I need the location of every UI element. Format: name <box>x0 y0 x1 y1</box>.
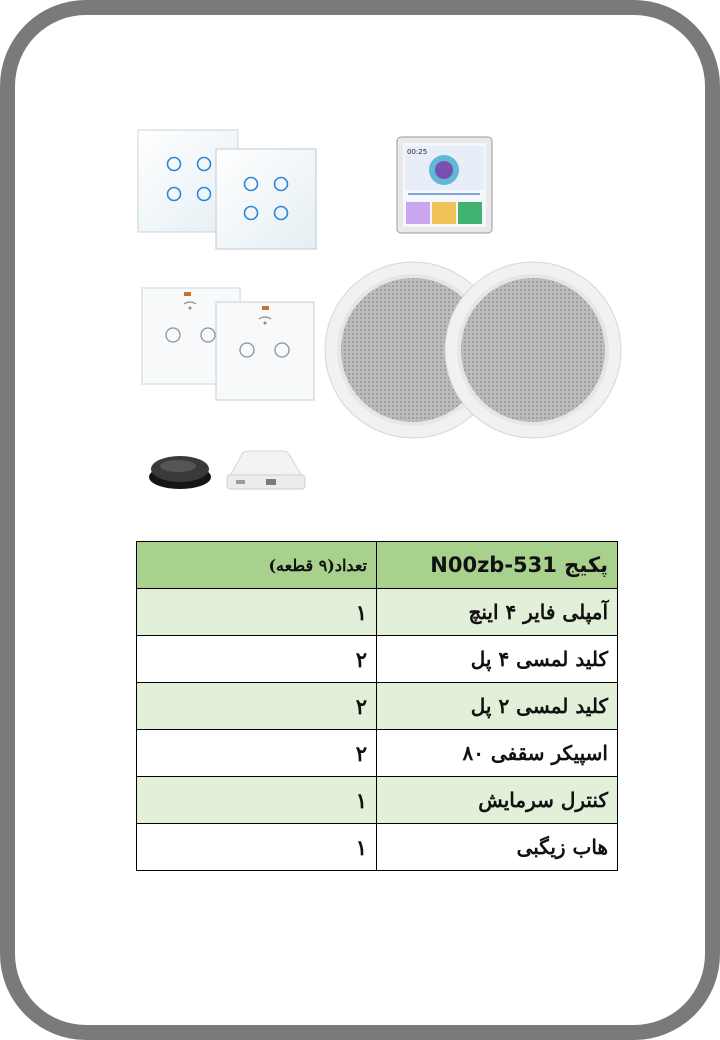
item-qty-cell: ۲ <box>137 683 377 730</box>
table-row <box>137 824 618 871</box>
package-name-cell: پکیج N00zb-531 <box>377 542 618 589</box>
item-name-cell: اسپیکر سقفی ۸۰ <box>377 730 618 777</box>
item-name-cell: آمپلی فایر ۴ اینچ <box>377 589 618 636</box>
item-name-cell: کنترل سرمایش <box>377 777 618 824</box>
table-header-row <box>137 542 618 589</box>
item-name-cell: کلید لمسی ۴ پل <box>377 636 618 683</box>
zigbee-hub-icon <box>222 446 308 496</box>
item-qty-cell: ۲ <box>137 730 377 777</box>
package-table <box>136 541 618 871</box>
quantity-header-cell: تعداد(۹ قطعه) <box>137 542 377 589</box>
ceiling-speaker-icon <box>323 260 623 444</box>
switch-4-pole-icon <box>135 127 320 252</box>
ir-remote-icon <box>145 448 215 494</box>
table-row <box>137 589 618 636</box>
table-row <box>137 683 618 730</box>
table-row <box>137 636 618 683</box>
item-qty-cell: ۲ <box>137 636 377 683</box>
table-row <box>137 777 618 824</box>
item-qty-cell: ۱ <box>137 824 377 871</box>
switch-2-pole-icon <box>140 286 318 404</box>
item-qty-cell: ۱ <box>137 589 377 636</box>
item-name-cell: کلید لمسی ۲ پل <box>377 683 618 730</box>
table-row <box>137 730 618 777</box>
item-qty-cell: ۱ <box>137 777 377 824</box>
amp-screen-time: 00:25 <box>407 148 428 156</box>
item-name-cell: هاب زیگبی <box>377 824 618 871</box>
